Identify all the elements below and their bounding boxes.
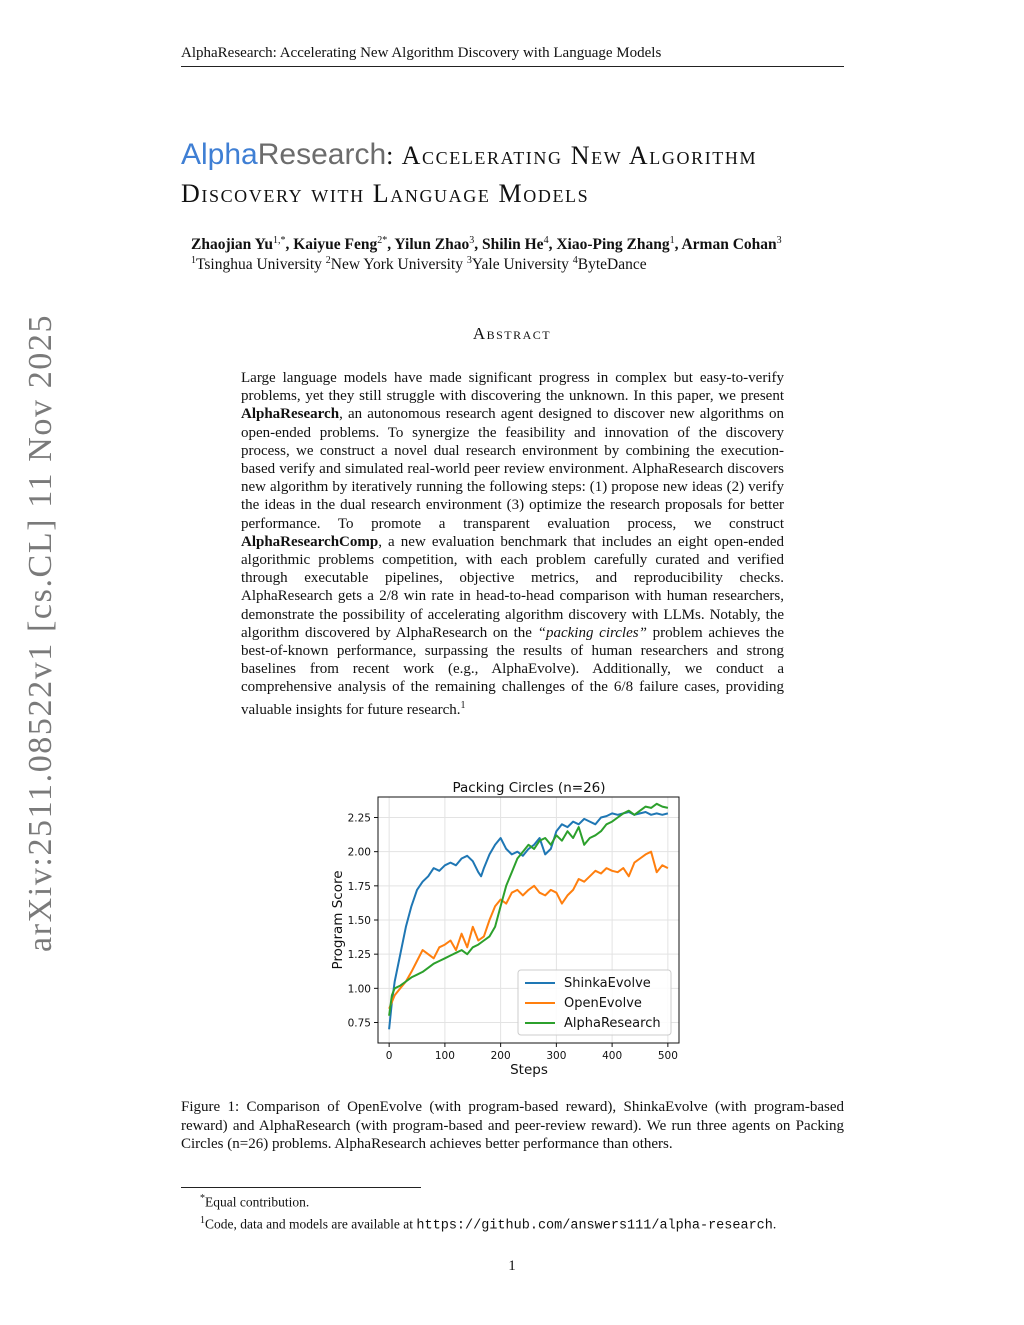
x-axis-label: Steps [510,1062,548,1078]
packing-circles-chart [320,772,700,1082]
y-axis-label: Program Score [330,870,346,970]
abstract-italic: “packing circles” [537,624,647,641]
y-axis-ticks [348,813,378,1030]
figure-1 [320,772,700,1082]
author-sep: , [285,236,294,254]
affil-sup: 2 [325,255,331,266]
legend-label-openevolve: OpenEvolve [564,996,642,1011]
paper-title [181,138,861,215]
footnote-code [200,1212,776,1236]
legend-label-shinka: ShinkaEvolve [564,976,651,991]
footnote-star: * [200,1193,205,1204]
y-tick-label: 2.00 [347,846,371,859]
author-sup: 1,* [273,235,286,246]
footnote-text: Equal contribution. [205,1194,310,1210]
abstract-body [241,369,784,719]
x-tick-label: 400 [602,1050,623,1062]
author-sup: 1 [669,235,675,246]
y-tick-label: 2.25 [347,812,371,825]
author-name: Yilun Zhao [394,236,470,254]
x-tick-label: 100 [434,1050,455,1062]
author-sep: , [548,236,557,254]
author-name: Xiao-Ping Zhang [556,236,670,254]
abstract-bold: AlphaResearch [241,406,340,423]
affiliation-list [191,255,647,274]
affil-sup: 4 [572,255,578,266]
abstract-text: Large language models have made significant progress in complex but easy-to-verify problems, yet they still struggle with discovering the unknown. In this paper, we present [241,370,784,405]
y-tick-label: 0.75 [347,1017,371,1030]
y-tick-label: 1.00 [347,983,371,996]
author-name: Shilin He [481,236,544,254]
page-number: 1 [508,1258,516,1274]
y-tick-label: 1.50 [347,915,371,927]
footnote-equal-contribution [200,1190,776,1212]
author-name: Arman Cohan [681,236,777,254]
author-sep: , [387,236,395,254]
x-tick-label: 200 [490,1050,511,1062]
footnote-mark: 1 [460,699,466,711]
author-sup: 3 [776,235,782,246]
footnote-text: Code, data and models are available at [205,1216,417,1231]
footnote-number: 1 [200,1214,205,1226]
affil-sup: 3 [466,255,472,266]
code-link[interactable]: https://github.com/answers111/alpha-research [416,1218,773,1233]
affil-sup: 1 [191,255,196,266]
author-sep: , [474,236,482,254]
y-tick-label: 1.25 [347,949,371,962]
title-rest-line2: Discovery with Language Models [181,179,590,208]
figure-caption: Figure 1: Comparison of OpenEvolve (with program-based reward), ShinkaEvolve (with program-based reward) and AlphaResearch (with program-based and peer-review reward). We run three agents on Packing Circles (n=26) problems. AlphaResearch achieves better performance than others. [181,1099,844,1152]
chart-legend [518,970,671,1035]
author-list [191,235,782,254]
abstract-text: , an autonomous research agent designed to discover new algorithms on open-ended problems. To synergize the feasibility and innovation of the discovery process, we construct a novel dual research environment by combining the execution-based verify and simulated real-world peer review environment. AlphaResearch discovers new algorithm by iteratively running the following steps: (1) propose new ideas (2) verify the ideas in the dual research environment (3) optimize the research proposals for better performance. To promote a transparent evaluation process, we construct [241,406,784,532]
x-axis-ticks [386,1043,678,1062]
affiliation: New York University [330,256,463,274]
affiliation: ByteDance [577,256,647,274]
author-name: Kaiyue Feng [293,236,378,254]
abstract-text: problem achieves the best-of-known performance, surpassing the results of human researchers and strong baselines from recent work (e.g., AlphaEvolve). Additionally, we conduct a comprehensive analysis of the remaining challenges of the 6/8 failure cases, providing valuable insights for future research. [241,624,784,718]
author-sup: 3 [469,235,475,246]
abstract-bold: AlphaResearchComp [241,533,379,550]
y-tick-label: 1.75 [347,880,371,893]
chart-title: Packing Circles (n=26) [452,780,606,796]
abstract-heading: Abstract [472,324,552,343]
x-tick-label: 0 [385,1050,393,1062]
affiliation: Yale University [471,256,569,274]
abstract-text: , a new evaluation benchmark that includes an eight open-ended algorithmic problems competition, with each problem carefully curated and verified through executable pipelines, objective metrics, and reproducibility checks. AlphaResearch gets a 2/8 win rate in head-to-head comparison with human researchers, demonstrate the possibility of accelerating algorithm discovery with LLMs. Notably, the algorithm discovered by AlphaResearch on the [241,533,784,641]
author-sep: , [674,236,682,254]
title-rest-line1: : Accelerating New Algorithm [386,141,758,170]
author-name: Zhaojian Yu [191,236,273,254]
footnote-period: . [772,1216,777,1231]
title-research: Research [257,138,387,171]
footnote-rule [181,1187,421,1188]
x-tick-label: 500 [657,1050,678,1062]
author-sup: 4 [543,235,549,246]
author-sup: 2* [377,235,388,246]
arxiv-identifier: arXiv:2511.08522v1 [cs.CL] 11 Nov 2025 [22,313,59,952]
legend-label-alpharesearch: AlphaResearch [564,1016,661,1031]
running-head: AlphaResearch: Accelerating New Algorithm Discovery with Language Models [181,45,844,67]
affiliation: Tsinghua University [196,256,322,274]
footnotes [200,1190,776,1235]
x-tick-label: 300 [546,1050,567,1062]
title-alpha: Alpha [181,138,258,171]
